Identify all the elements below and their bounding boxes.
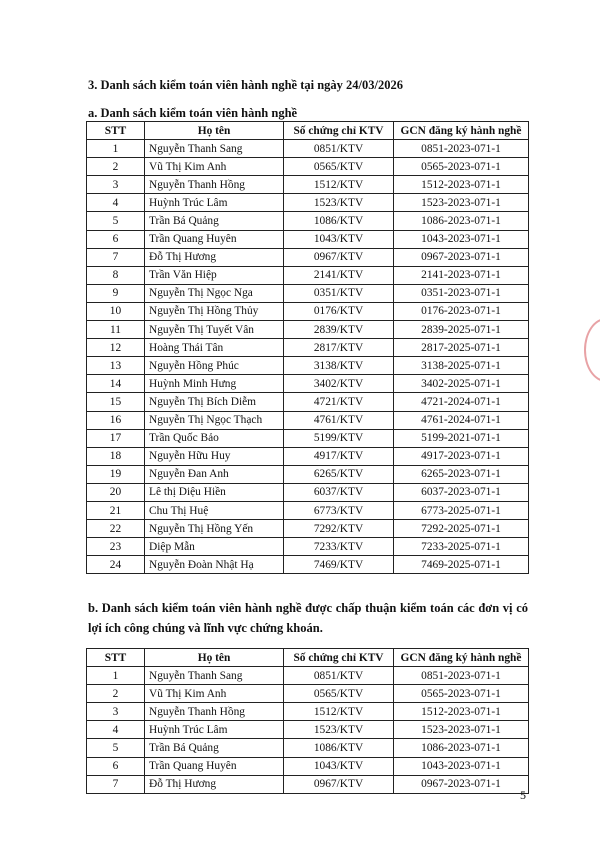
stt-cell: 1 xyxy=(87,140,145,158)
table-row xyxy=(87,739,529,757)
stt-cell: 14 xyxy=(87,375,145,393)
certificate-cell: 5199/KTV xyxy=(284,429,394,447)
table-row xyxy=(87,140,529,158)
certificate-cell: 7469/KTV xyxy=(284,556,394,574)
name-cell: Trần Quốc Bảo xyxy=(145,429,284,447)
header-certificate: Số chứng chỉ KTV xyxy=(284,122,394,140)
certificate-cell: 2141/KTV xyxy=(284,266,394,284)
registration-cell: 7292-2025-071-1 xyxy=(394,520,529,538)
name-cell: Nguyễn Thị Hồng Thủy xyxy=(145,302,284,320)
approved-auditor-table-body xyxy=(87,667,529,794)
certificate-cell: 0565/KTV xyxy=(284,685,394,703)
table-row xyxy=(87,158,529,176)
certificate-cell: 1043/KTV xyxy=(284,230,394,248)
registration-cell: 2817-2025-071-1 xyxy=(394,339,529,357)
name-cell: Huỳnh Minh Hưng xyxy=(145,375,284,393)
stt-cell: 7 xyxy=(87,775,145,793)
table-row xyxy=(87,721,529,739)
table-row xyxy=(87,483,529,501)
name-cell: Hoàng Thái Tân xyxy=(145,339,284,357)
name-cell: Huỳnh Trúc Lâm xyxy=(145,194,284,212)
table-row xyxy=(87,230,529,248)
table-row xyxy=(87,266,529,284)
name-cell: Trần Bá Quảng xyxy=(145,212,284,230)
name-cell: Trần Quang Huyên xyxy=(145,757,284,775)
table-row xyxy=(87,757,529,775)
name-cell: Trần Văn Hiệp xyxy=(145,266,284,284)
table-row xyxy=(87,447,529,465)
table-row xyxy=(87,703,529,721)
table-row xyxy=(87,375,529,393)
registration-cell: 0565-2023-071-1 xyxy=(394,158,529,176)
header-name: Họ tên xyxy=(145,649,284,667)
certificate-cell: 0351/KTV xyxy=(284,284,394,302)
stt-cell: 7 xyxy=(87,248,145,266)
stt-cell: 13 xyxy=(87,357,145,375)
part-a-title: a. Danh sách kiểm toán viên hành nghề xyxy=(88,106,298,120)
section-title: 3. Danh sách kiểm toán viên hành nghề tại ngày 24/03/2026 xyxy=(88,78,403,92)
registration-cell: 0851-2023-071-1 xyxy=(394,667,529,685)
name-cell: Trần Bá Quảng xyxy=(145,739,284,757)
stt-cell: 2 xyxy=(87,685,145,703)
name-cell: Nguyễn Hồng Phúc xyxy=(145,357,284,375)
registration-cell: 1086-2023-071-1 xyxy=(394,212,529,230)
registration-cell: 7469-2025-071-1 xyxy=(394,556,529,574)
stamp-seal xyxy=(584,318,600,382)
stt-cell: 1 xyxy=(87,667,145,685)
certificate-cell: 0565/KTV xyxy=(284,158,394,176)
page-number: 5 xyxy=(520,788,526,802)
registration-cell: 0967-2023-071-1 xyxy=(394,775,529,793)
stt-cell: 23 xyxy=(87,538,145,556)
stt-cell: 3 xyxy=(87,176,145,194)
registration-cell: 2839-2025-071-1 xyxy=(394,321,529,339)
name-cell: Trần Quang Huyên xyxy=(145,230,284,248)
stt-cell: 5 xyxy=(87,212,145,230)
name-cell: Lê thị Diệu Hiền xyxy=(145,483,284,501)
registration-cell: 0967-2023-071-1 xyxy=(394,248,529,266)
certificate-cell: 0967/KTV xyxy=(284,775,394,793)
table-row xyxy=(87,501,529,519)
name-cell: Nguyễn Thị Bích Diễm xyxy=(145,393,284,411)
stt-cell: 11 xyxy=(87,321,145,339)
certificate-cell: 3138/KTV xyxy=(284,357,394,375)
stt-cell: 18 xyxy=(87,447,145,465)
registration-cell: 0565-2023-071-1 xyxy=(394,685,529,703)
certificate-cell: 1523/KTV xyxy=(284,194,394,212)
stt-cell: 9 xyxy=(87,284,145,302)
certificate-cell: 6773/KTV xyxy=(284,501,394,519)
certificate-cell: 1043/KTV xyxy=(284,757,394,775)
registration-cell: 1523-2023-071-1 xyxy=(394,194,529,212)
table-row xyxy=(87,667,529,685)
table-row xyxy=(87,411,529,429)
stt-cell: 6 xyxy=(87,757,145,775)
table-row xyxy=(87,321,529,339)
certificate-cell: 6037/KTV xyxy=(284,483,394,501)
registration-cell: 4917-2023-071-1 xyxy=(394,447,529,465)
stt-cell: 8 xyxy=(87,266,145,284)
name-cell: Nguyễn Thanh Sang xyxy=(145,667,284,685)
name-cell: Nguyễn Đan Anh xyxy=(145,465,284,483)
certificate-cell: 0851/KTV xyxy=(284,667,394,685)
table-row xyxy=(87,393,529,411)
certificate-cell: 7233/KTV xyxy=(284,538,394,556)
certificate-cell: 4917/KTV xyxy=(284,447,394,465)
registration-cell: 1043-2023-071-1 xyxy=(394,757,529,775)
table-row xyxy=(87,194,529,212)
name-cell: Nguyễn Thị Ngọc Thạch xyxy=(145,411,284,429)
certificate-cell: 3402/KTV xyxy=(284,375,394,393)
stt-cell: 4 xyxy=(87,721,145,739)
stt-cell: 15 xyxy=(87,393,145,411)
certificate-cell: 1512/KTV xyxy=(284,703,394,721)
certificate-cell: 4761/KTV xyxy=(284,411,394,429)
registration-cell: 2141-2023-071-1 xyxy=(394,266,529,284)
stt-cell: 21 xyxy=(87,501,145,519)
table-row xyxy=(87,357,529,375)
table-row xyxy=(87,465,529,483)
name-cell: Vũ Thị Kim Anh xyxy=(145,158,284,176)
table-header-row xyxy=(87,649,529,667)
certificate-cell: 6265/KTV xyxy=(284,465,394,483)
name-cell: Nguyễn Thanh Hồng xyxy=(145,176,284,194)
registration-cell: 6265-2023-071-1 xyxy=(394,465,529,483)
registration-cell: 1512-2023-071-1 xyxy=(394,176,529,194)
name-cell: Nguyễn Thanh Sang xyxy=(145,140,284,158)
stt-cell: 22 xyxy=(87,520,145,538)
name-cell: Nguyễn Thanh Hồng xyxy=(145,703,284,721)
registration-cell: 1086-2023-071-1 xyxy=(394,739,529,757)
table-row xyxy=(87,248,529,266)
header-registration: GCN đăng ký hành nghề xyxy=(394,649,529,667)
auditor-table xyxy=(86,121,529,574)
stt-cell: 12 xyxy=(87,339,145,357)
registration-cell: 3138-2025-071-1 xyxy=(394,357,529,375)
name-cell: Đỗ Thị Hương xyxy=(145,775,284,793)
registration-cell: 0351-2023-071-1 xyxy=(394,284,529,302)
registration-cell: 0851-2023-071-1 xyxy=(394,140,529,158)
name-cell: Nguyễn Hữu Huy xyxy=(145,447,284,465)
stt-cell: 24 xyxy=(87,556,145,574)
stt-cell: 17 xyxy=(87,429,145,447)
name-cell: Vũ Thị Kim Anh xyxy=(145,685,284,703)
table-row xyxy=(87,538,529,556)
header-stt: STT xyxy=(87,649,145,667)
table-row xyxy=(87,176,529,194)
certificate-cell: 1523/KTV xyxy=(284,721,394,739)
stt-cell: 2 xyxy=(87,158,145,176)
certificate-cell: 1086/KTV xyxy=(284,212,394,230)
certificate-cell: 2839/KTV xyxy=(284,321,394,339)
auditor-table-body xyxy=(87,140,529,574)
registration-cell: 7233-2025-071-1 xyxy=(394,538,529,556)
stt-cell: 20 xyxy=(87,483,145,501)
certificate-cell: 0967/KTV xyxy=(284,248,394,266)
registration-cell: 1043-2023-071-1 xyxy=(394,230,529,248)
registration-cell: 3402-2025-071-1 xyxy=(394,375,529,393)
stt-cell: 19 xyxy=(87,465,145,483)
registration-cell: 4761-2024-071-1 xyxy=(394,411,529,429)
name-cell: Diệp Mẫn xyxy=(145,538,284,556)
stt-cell: 5 xyxy=(87,739,145,757)
header-registration: GCN đăng ký hành nghề xyxy=(394,122,529,140)
registration-cell: 4721-2024-071-1 xyxy=(394,393,529,411)
certificate-cell: 7292/KTV xyxy=(284,520,394,538)
certificate-cell: 2817/KTV xyxy=(284,339,394,357)
certificate-cell: 1512/KTV xyxy=(284,176,394,194)
header-name: Họ tên xyxy=(145,122,284,140)
name-cell: Huỳnh Trúc Lâm xyxy=(145,721,284,739)
table-row xyxy=(87,212,529,230)
name-cell: Nguyễn Thị Hồng Yến xyxy=(145,520,284,538)
table-row xyxy=(87,339,529,357)
table-row xyxy=(87,520,529,538)
approved-auditor-table xyxy=(86,648,529,794)
table-row xyxy=(87,302,529,320)
certificate-cell: 0176/KTV xyxy=(284,302,394,320)
stt-cell: 16 xyxy=(87,411,145,429)
certificate-cell: 0851/KTV xyxy=(284,140,394,158)
registration-cell: 1512-2023-071-1 xyxy=(394,703,529,721)
table-header-row xyxy=(87,122,529,140)
name-cell: Nguyễn Thị Ngọc Nga xyxy=(145,284,284,302)
name-cell: Chu Thị Huệ xyxy=(145,501,284,519)
certificate-cell: 4721/KTV xyxy=(284,393,394,411)
registration-cell: 6773-2025-071-1 xyxy=(394,501,529,519)
name-cell: Đỗ Thị Hương xyxy=(145,248,284,266)
name-cell: Nguyễn Đoàn Nhật Hạ xyxy=(145,556,284,574)
registration-cell: 1523-2023-071-1 xyxy=(394,721,529,739)
part-b-title: b. Danh sách kiểm toán viên hành nghề được chấp thuận kiểm toán các đơn vị có lợi ích công chúng và lĩnh vực chứng khoán. xyxy=(88,601,528,635)
table-row xyxy=(87,775,529,793)
registration-cell: 5199-2021-071-1 xyxy=(394,429,529,447)
stt-cell: 6 xyxy=(87,230,145,248)
header-certificate: Số chứng chỉ KTV xyxy=(284,649,394,667)
name-cell: Nguyễn Thị Tuyết Vân xyxy=(145,321,284,339)
registration-cell: 6037-2023-071-1 xyxy=(394,483,529,501)
stt-cell: 10 xyxy=(87,302,145,320)
table-row xyxy=(87,685,529,703)
table-row xyxy=(87,284,529,302)
table-row xyxy=(87,556,529,574)
stt-cell: 3 xyxy=(87,703,145,721)
stt-cell: 4 xyxy=(87,194,145,212)
table-row xyxy=(87,429,529,447)
certificate-cell: 1086/KTV xyxy=(284,739,394,757)
header-stt: STT xyxy=(87,122,145,140)
registration-cell: 0176-2023-071-1 xyxy=(394,302,529,320)
